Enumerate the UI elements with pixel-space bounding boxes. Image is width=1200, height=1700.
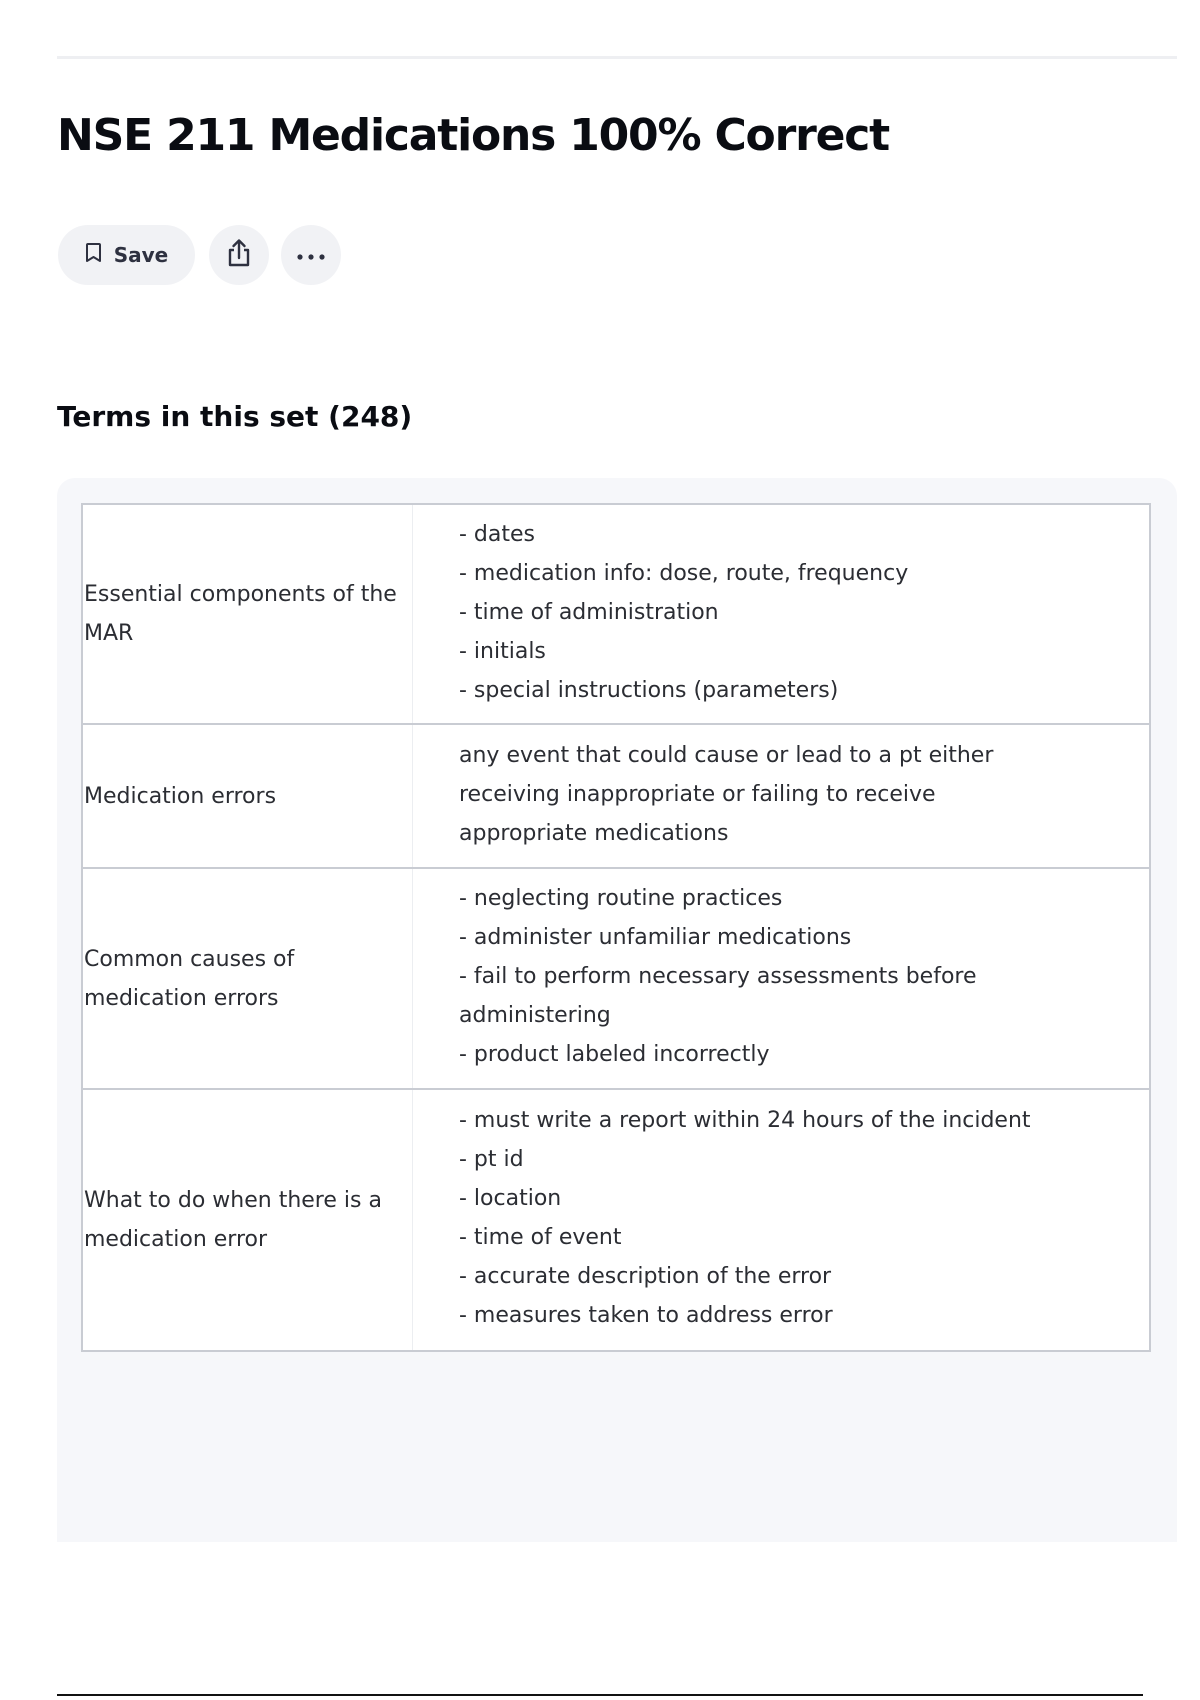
more-horizontal-icon xyxy=(296,246,326,265)
table-row xyxy=(82,724,1150,868)
term-cell: Medication errors xyxy=(82,724,413,868)
definition-cell xyxy=(413,724,1151,868)
definition-line: - must write a report within 24 hours of the incident xyxy=(459,1108,1031,1133)
bottom-divider xyxy=(57,1694,1143,1696)
definition-line: - fail to perform necessary assessments before xyxy=(459,964,977,989)
definition-line: - dates xyxy=(459,521,536,547)
definition-cell xyxy=(413,504,1151,724)
terms-panel xyxy=(57,478,1177,1542)
term-cell: Common causes of medication errors xyxy=(82,868,413,1089)
definition-line: receiving inappropriate or failing to receive xyxy=(459,781,936,807)
definition-line: - pt id xyxy=(459,1147,524,1172)
save-label: Save xyxy=(113,243,169,267)
definition-cell xyxy=(413,868,1151,1089)
bookmark-icon xyxy=(85,242,102,268)
table-row xyxy=(82,1089,1150,1351)
share-icon xyxy=(225,238,253,272)
terms-heading: Terms in this set (248) xyxy=(57,400,413,433)
term-cell: Essential components of the MAR xyxy=(82,504,413,724)
definition-line: - special instructions (parameters) xyxy=(459,677,839,703)
definition-line: appropriate medications xyxy=(459,820,729,846)
definition-line: - time of event xyxy=(459,1225,622,1250)
definition-line: - measures taken to address error xyxy=(459,1303,833,1328)
definition-line: - administer unfamiliar medications xyxy=(459,925,852,950)
share-button[interactable] xyxy=(209,225,269,285)
terms-table xyxy=(81,503,1151,1352)
save-button[interactable] xyxy=(58,225,195,285)
definition-line: - neglecting routine practices xyxy=(459,886,783,911)
definition-line: - initials xyxy=(459,638,546,664)
top-divider xyxy=(57,56,1177,59)
definition-line: administering xyxy=(459,1003,611,1028)
more-options-button[interactable] xyxy=(281,225,341,285)
action-bar xyxy=(58,225,341,285)
definition-line: - location xyxy=(459,1186,562,1211)
definition-line: - medication info: dose, route, frequency xyxy=(459,560,909,586)
definition-line: - product labeled incorrectly xyxy=(459,1042,770,1067)
definition-line: - accurate description of the error xyxy=(459,1264,832,1289)
term-cell: What to do when there is a medication error xyxy=(82,1089,413,1351)
definition-line: - time of administration xyxy=(459,599,719,625)
page-title: NSE 211 Medications 100% Correct xyxy=(57,110,889,161)
table-row xyxy=(82,868,1150,1089)
table-row xyxy=(82,504,1150,724)
definition-cell xyxy=(413,1089,1151,1351)
definition-line: any event that could cause or lead to a pt either xyxy=(459,742,994,768)
